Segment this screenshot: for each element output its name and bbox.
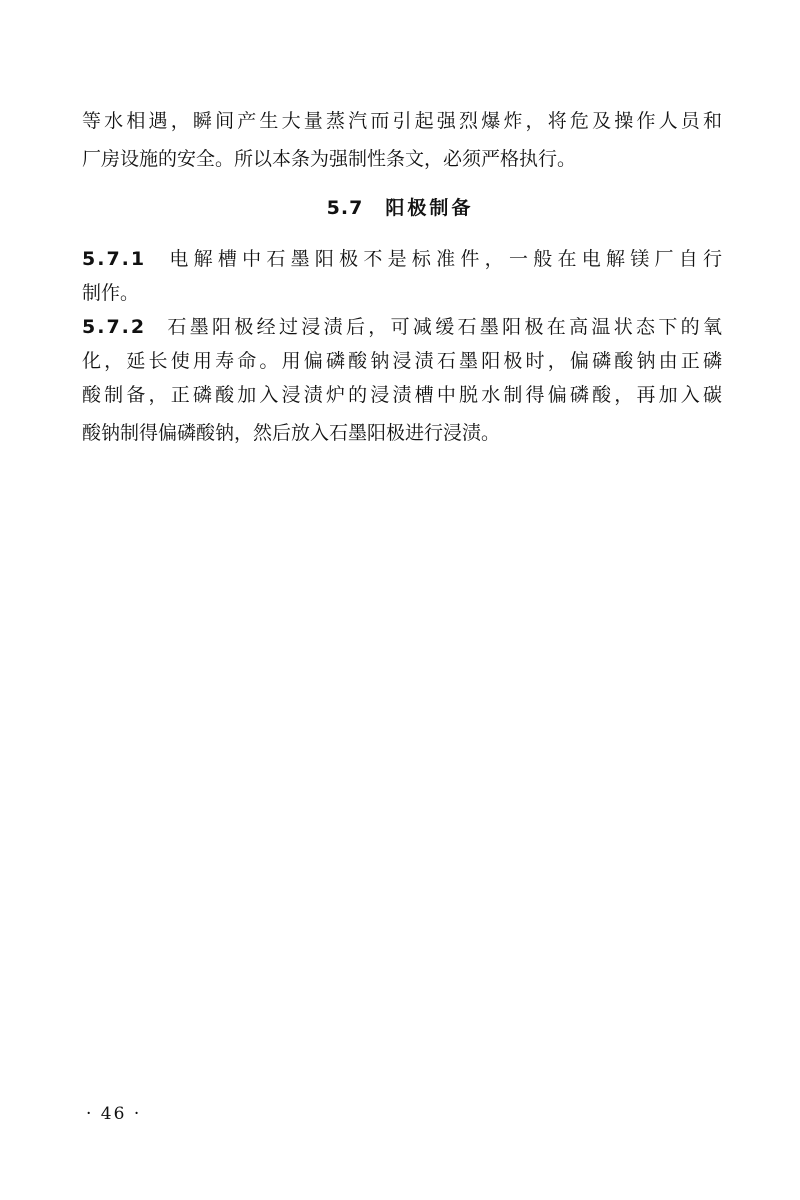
clause-number: 5.7.2	[82, 316, 147, 338]
clause-5-7-1-line-1	[82, 246, 722, 272]
intro-line-2: 厂房设施的安全。所以本条为强制性条文，必须严格执行。	[82, 148, 577, 170]
clause-text: 石墨阳极经过浸渍后，可减缓石墨阳极在高温状态下的氧	[164, 316, 722, 338]
clause-text: 电解槽中石墨阳极不是标准件，一般在电解镁厂自行	[164, 248, 722, 270]
clause-5-7-1-line-2: 制作。	[82, 282, 140, 304]
clause-5-7-2-line-3: 酸制备，正磷酸加入浸渍炉的浸渍槽中脱水制得偏磷酸，再加入碳	[82, 384, 722, 406]
section-number: 5.7	[326, 197, 364, 219]
clause-5-7-2-line-1	[82, 314, 722, 340]
section-title: 阳极制备	[385, 197, 474, 219]
section-heading	[0, 195, 800, 221]
clause-5-7-2-line-4: 酸钠制得偏磷酸钠，然后放入石墨阳极进行浸渍。	[82, 422, 501, 444]
page-number: · 46 ·	[86, 1104, 142, 1124]
intro-line-1: 等水相遇，瞬间产生大量蒸汽而引起强烈爆炸，将危及操作人员和	[82, 110, 722, 132]
clause-number: 5.7.1	[82, 248, 147, 270]
clause-5-7-2-line-2: 化，延长使用寿命。用偏磷酸钠浸渍石墨阳极时，偏磷酸钠由正磷	[82, 350, 722, 372]
